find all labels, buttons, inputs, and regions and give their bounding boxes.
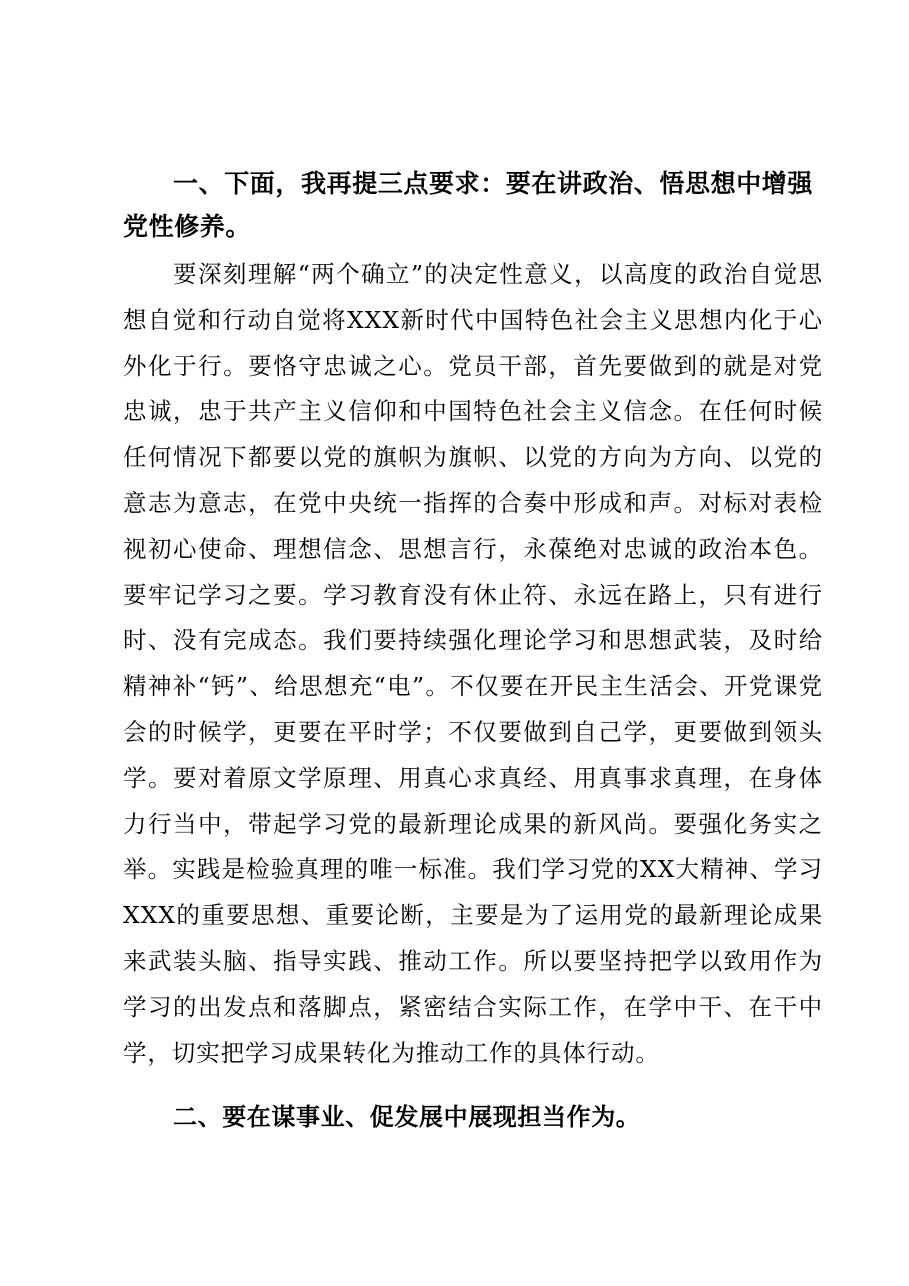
body-paragraph: 要深刻理解“两个确立”的决定性意义，以高度的政治自觉思想自觉和行动自觉将XXX新时代中国特色社会主义思想内化于心外化于行。要恪守忠诚之心。党员干部，首先要做到的就是对党忠诚，忠于共产主义信仰和中国特色社会主义信念。在任何时候任何情况下都要以党的旗帜为旗帜、以党的方向为方向、以党的意志为意志，在党中央统一指挥的合奏中形成和声。对标对表检视初心使命、理想信念、思想言行，永葆绝对忠诚的政治本色。要牢记学习之要。学习教育没有休止符、永远在路上，只有进行时、没有完成态。我们要持续强化理论学习和思想武装，及时给精神补“钙”、给思想充“电”。不仅要在开民主生活会、开党课党会的时候学，更要在平时学；不仅要做到自己学，更要做到领头学。要对着原文学原理、用真心求真经、用真事求真理，在身体力行当中，带起学习党的最新理论成果的新风尚。要强化务实之举。实践是检验真理的唯一标准。我们学习党的XX大精神、学习XXX的重要思想、重要论断，主要是为了运用党的最新理论成果来武装头脑、指导实践、推动工作。所以要坚持把学以致用作为学习的出发点和落脚点，紧密结合实际工作，在学中干、在干中学，切实把学习成果转化为推动工作的具体行动。	[123, 260, 823, 1067]
section-heading-1: 一、下面，我再提三点要求：要在讲政治、悟思想中增强党性修养。	[123, 169, 814, 241]
section-heading-2: 二、要在谋事业、促发展中展现担当作为。	[173, 1103, 641, 1131]
